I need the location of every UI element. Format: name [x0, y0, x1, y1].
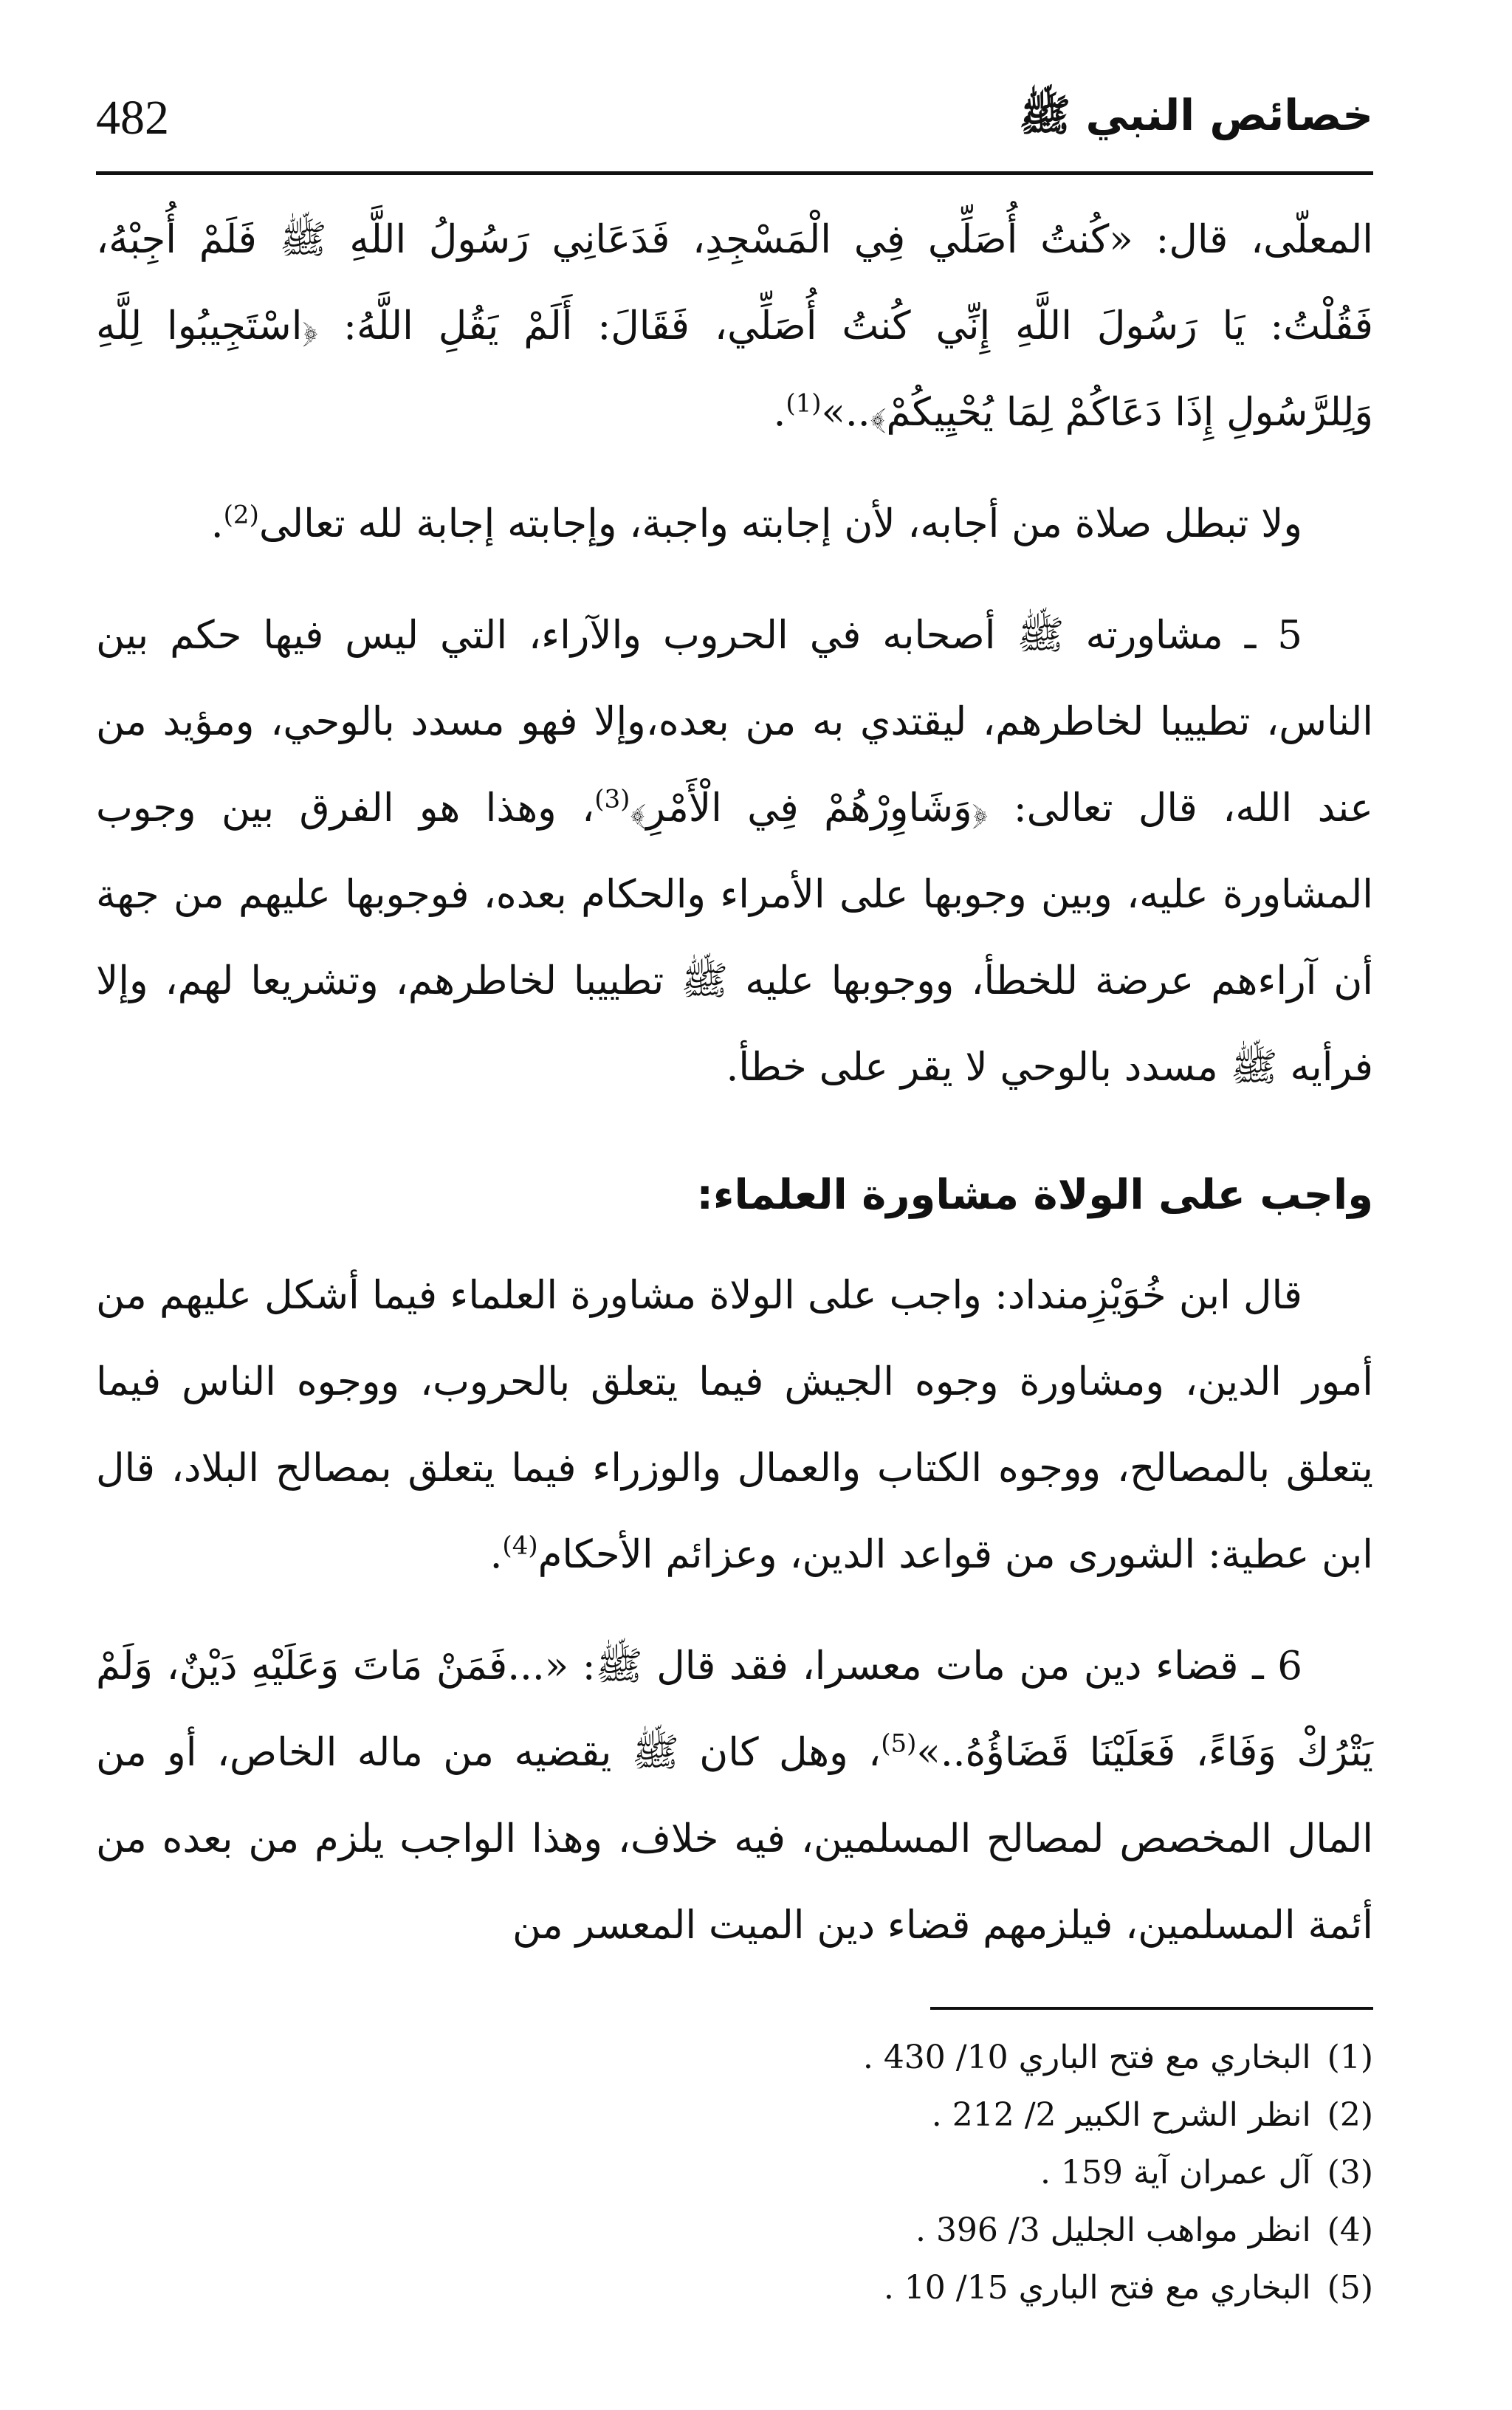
running-header [96, 89, 1373, 177]
paragraph-text: ولا تبطل صلاة من أجابه، لأن إجابته واجبة، وإجابته إجابة لله تعالى [258, 501, 1302, 546]
footnote-text: البخاري مع فتح الباري 15/ 10 . [883, 2269, 1311, 2307]
footnote-text: البخاري مع فتح الباري 10/ 430 . [862, 2039, 1311, 2076]
footnote-text: انظر الشرح الكبير 2/ 212 . [931, 2096, 1311, 2134]
book-page [96, 89, 1373, 2333]
footnote-item [96, 2202, 1373, 2259]
footnote-number: (4) [1327, 2211, 1373, 2249]
body-text [96, 196, 1373, 1968]
footnote-rule [930, 2007, 1373, 2010]
paragraph-text-cont: ، وهذا هو الفرق بين وجوب المشاورة عليه، وبين وجوبها على الأمراء والحكام بعده، فوجوبها عليهم من جهة أن آراءهم عرضة للخطأ، ووجوبها عليه ﷺ تطييبا لخاطرهم، وتشريعا لهم، وإلا فرأيه ﷺ مسدد بالوحي لا يقر على خطأ. [96, 786, 1373, 1090]
paragraph-punct: . [489, 1532, 503, 1577]
page-number: 482 [96, 91, 169, 145]
paragraph-text: 6 ـ قضاء دين من مات معسرا، فقد قال ﷺ: «...فَمَنْ مَاتَ وَعَلَيْهِ دَيْنٌ، وَلَمْ يَتْرُكْ وَفَاءً، فَعَلَيْنَا قَضَاؤُهُ..» [96, 1644, 1373, 1775]
footnote-item [96, 2087, 1373, 2144]
paragraph-prayer-ruling [96, 481, 1373, 567]
footnote-ref-2[interactable]: (2) [223, 500, 259, 530]
footnote-item [96, 2259, 1373, 2317]
footnote-number: (3) [1327, 2154, 1373, 2191]
footnote-ref-5[interactable]: (5) [881, 1728, 917, 1759]
paragraph-text-cont: ، وهل كان ﷺ يقضيه من ماله الخاص، أو من المال المخصص لمصالح المسلمين، فيه خلاف، وهذا الواجب يلزم من بعده من أئمة المسلمين، فيلزمهم قضاء دين الميت المعسر من [96, 1730, 1373, 1948]
section-heading: واجب على الولاة مشاورة العلماء: [696, 1171, 1373, 1219]
paragraph-debt [96, 1623, 1373, 1968]
footnote-text: انظر مواهب الجليل 3/ 396 . [915, 2211, 1311, 2249]
footnote-number: (5) [1327, 2269, 1373, 2307]
footnote-item [96, 2144, 1373, 2202]
footnote-ref-1[interactable]: (1) [786, 388, 822, 419]
footnote-ref-3[interactable]: (3) [594, 784, 630, 814]
header-rule [96, 171, 1373, 175]
paragraph-text: قال ابن خُوَيْزِمنداد: واجب على الولاة مشاورة العلماء فيما أشكل عليهم من أمور الدين، ومشاورة وجوه الجيش فيما يتعلق بالحروب، ووجوه الناس فيما يتعلق بالمصالح، ووجوه الكتاب والعمال والوزراء فيما يتعلق بمصالح البلاد، قال ابن عطية: الشورى من قواعد الدين، وعزائم الأحكام [96, 1273, 1373, 1577]
footnote-text: آل عمران آية 159 . [1040, 2154, 1311, 2191]
header-title: خصائص النبي ﷺ [1019, 90, 1373, 140]
footnotes [96, 2029, 1373, 2317]
footnote-item [96, 2029, 1373, 2087]
paragraph-text: 5 ـ مشاورته ﷺ أصحابه في الحروب والآراء، التي ليس فيها حكم بين الناس، تطييبا لخاطرهم، ليقتدي به من بعده،وإلا فهو مسدد بالوحي، ومؤيد من عند الله، قال تعالى: ﴿وَشَاوِرْهُمْ فِي الْأَمْرِ﴾ [96, 613, 1374, 831]
paragraph-text: المعلّى، قال: «كُنتُ أُصَلِّي فِي الْمَسْجِدِ، فَدَعَانِي رَسُولُ اللَّهِ ﷺ فَلَمْ أُجِبْهُ، فَقُلْتُ: يَا رَسُولَ اللَّهِ إِنِّي كُنتُ أُصَلِّي، فَقَالَ: أَلَمْ يَقُلِ اللَّهُ: ﴿اسْتَجِيبُوا لِلَّهِ وَلِلرَّسُولِ إِذَا دَعَاكُمْ لِمَا يُحْيِيكُمْ﴾..» [96, 217, 1373, 435]
footnote-ref-4[interactable]: (4) [502, 1531, 538, 1561]
paragraph-ibn-khuwayz [96, 1252, 1373, 1598]
paragraph-consultation [96, 592, 1373, 1110]
paragraph-hadith-continuation [96, 196, 1373, 456]
paragraph-punct: . [210, 501, 224, 546]
footnote-number: (1) [1327, 2039, 1373, 2076]
paragraph-punct: . [773, 390, 786, 435]
footnote-number: (2) [1327, 2096, 1373, 2134]
